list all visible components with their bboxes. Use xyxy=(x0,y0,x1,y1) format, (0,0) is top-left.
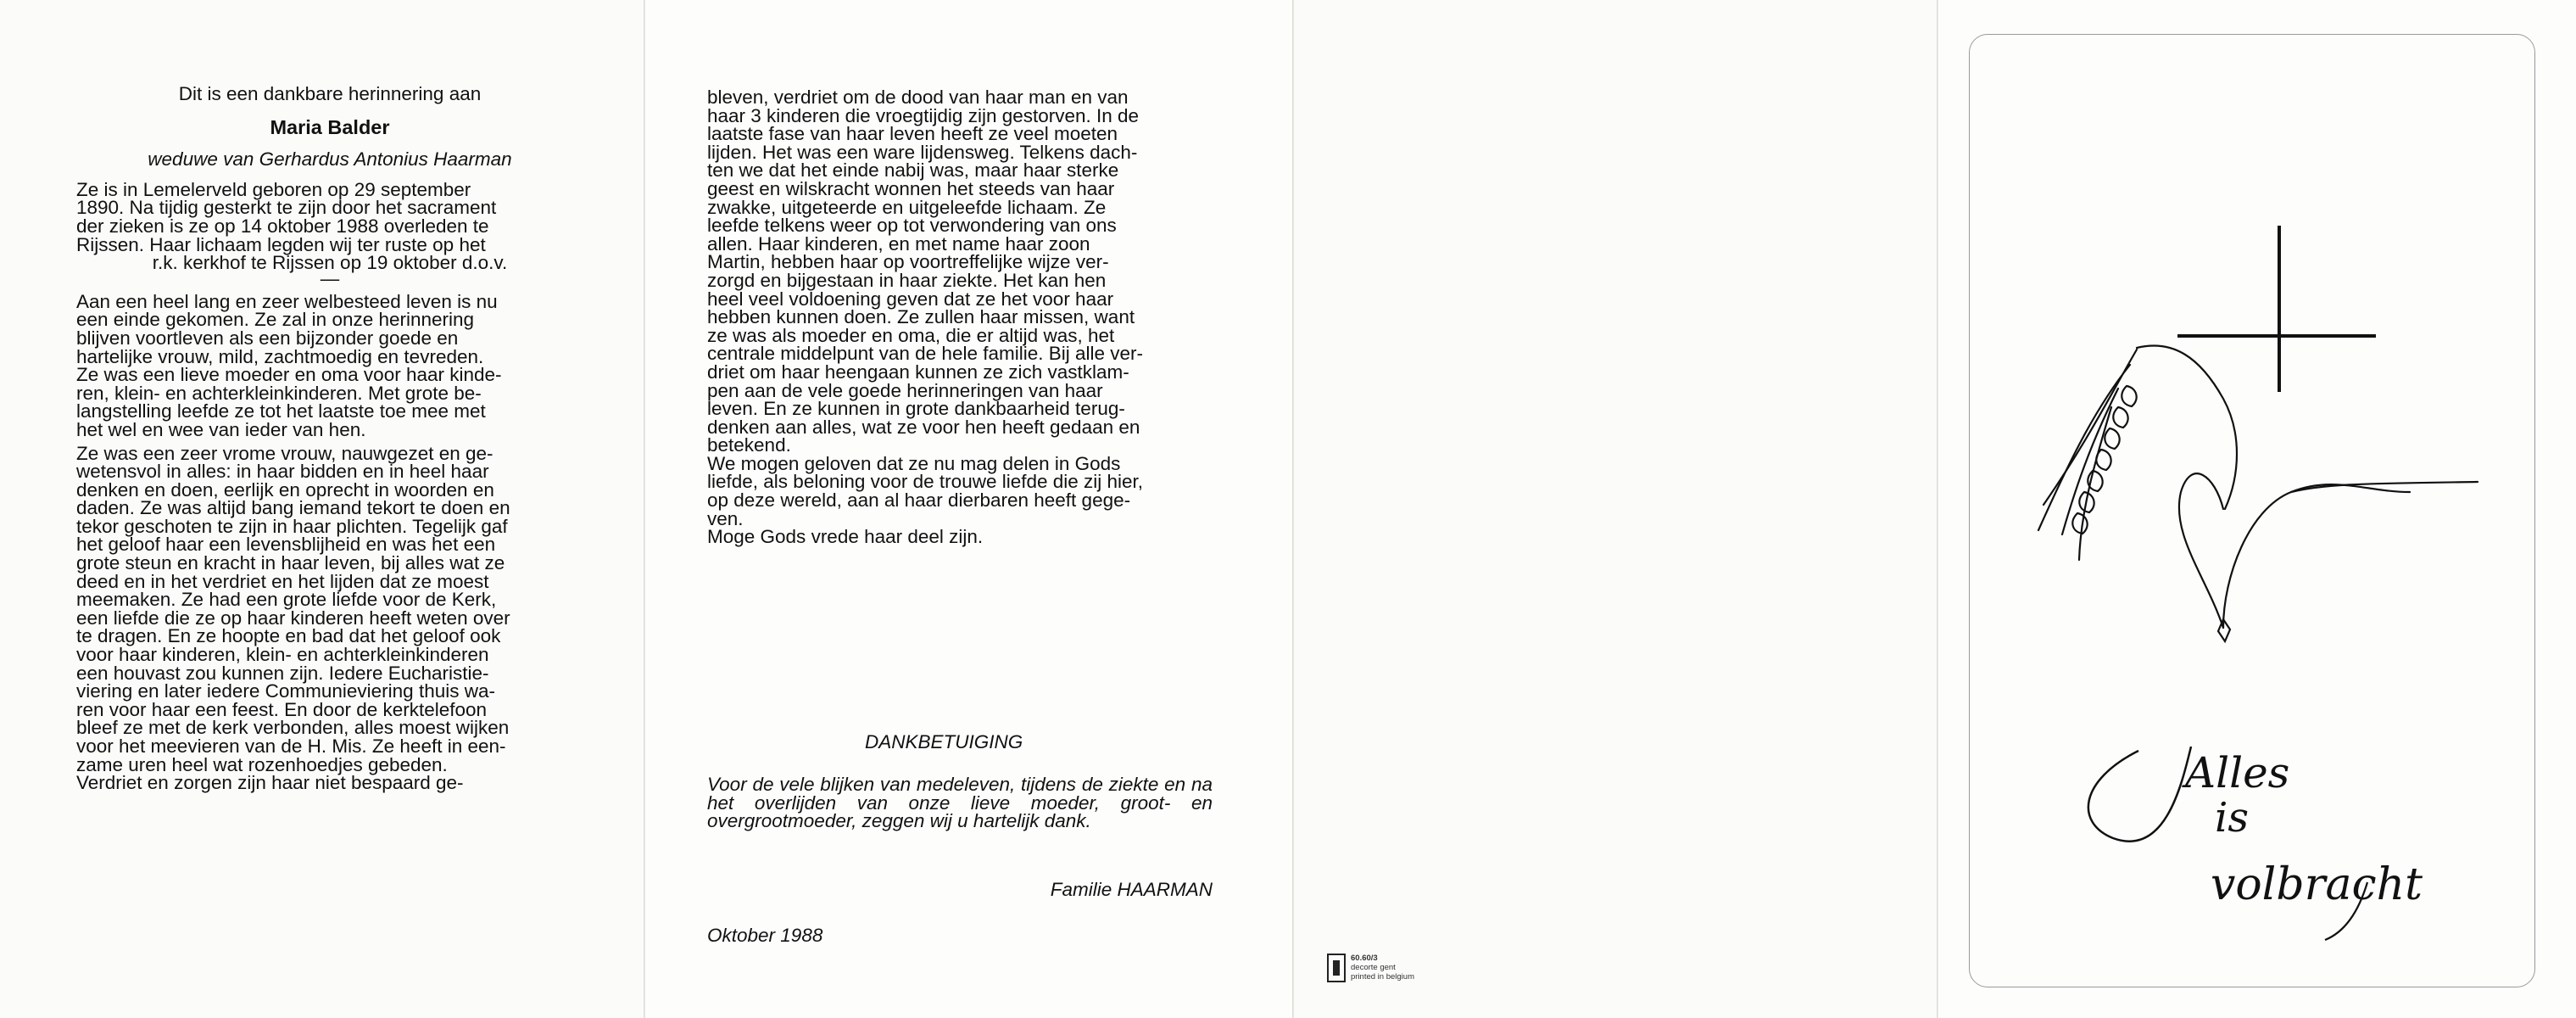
text-line: hartelijke vrouw, mild, zachtmoedig en tevreden. xyxy=(76,345,484,367)
text-line: r.k. kerkhof te Rijssen op 19 oktober d.o.v. xyxy=(152,252,508,274)
text-line: driet om haar heengaan kunnen ze zich vastklam- xyxy=(707,361,1129,383)
text-line: 1890. Na tijdig gesterkt te zijn door het sacrament xyxy=(76,197,497,219)
text-line: ten we dat het einde nabij was, maar haar sterke xyxy=(707,159,1119,182)
cover-artwork xyxy=(1969,34,2534,986)
text-line: heel veel voldoening geven dat ze het voor haar xyxy=(707,288,1114,310)
text-line: een houvast zou kunnen zijn. Iedere Eucharistie- xyxy=(76,662,489,684)
printer-country: printed in belgium xyxy=(1351,972,1414,982)
printer-code: 60.60/3 xyxy=(1351,954,1378,963)
text-line: bleef ze met de kerk verbonden, alles moest wijken xyxy=(76,717,510,739)
text-line: allen. Haar kinderen, en met name haar zoon xyxy=(707,232,1090,255)
text-line: een liefde die ze op haar kinderen heeft weten over xyxy=(76,607,510,629)
text-line: hebben kunnen doen. Ze zullen haar missen, want xyxy=(707,306,1135,328)
text-line: blijven voortleven als een bijzonder goede en xyxy=(76,327,459,349)
life-paragraph xyxy=(76,290,583,440)
birth-death-paragraph xyxy=(76,178,583,289)
printer-info xyxy=(1351,954,1414,982)
thanks-text: Voor de vele blijken van medeleven, tijdens de ziekte en na het overlijden van onze lieve moeder, groot- en overgrootmoeder, zeggen wij u hartelijk dank. xyxy=(707,774,1213,832)
suffering-paragraph xyxy=(707,88,1213,455)
printer-name: decorte gent xyxy=(1351,963,1396,972)
text-line: geest en wilskracht wonnen het steeds van haar xyxy=(707,177,1115,199)
wheat-ears-icon xyxy=(2038,346,2478,642)
text-line: denken aan alles, wat ze voor hen heeft gedaan en xyxy=(707,416,1140,438)
printer-logo-icon xyxy=(1327,954,1346,982)
text-line: een einde gekomen. Ze zal in onze herinnering xyxy=(76,309,475,331)
text-line: op deze wereld, aan al haar dierbaren heeft gege- xyxy=(707,489,1131,512)
text-line: We mogen geloven dat ze nu mag delen in Gods xyxy=(707,452,1121,474)
text-line: pen aan de vele goede herinneringen van haar xyxy=(707,379,1103,401)
fold-line xyxy=(1937,0,1938,1018)
text-line: zwakke, uitgeteerde en uitgeleefde lichaam. Ze xyxy=(707,196,1107,218)
text-line: haar 3 kinderen die vroegtijdig zijn gestorven. In de xyxy=(707,104,1140,126)
faith-paragraph xyxy=(76,442,583,794)
text-line: laatste fase van haar leven heeft ze veel moeten xyxy=(707,123,1118,145)
text-line: Martin, hebben haar op voortreffelijke wijze ver- xyxy=(707,251,1109,273)
text-line: voor het meevieren van de H. Mis. Ze heeft in een- xyxy=(76,736,506,757)
text-line: daden. Ze was altijd bang iemand tekort te doen en xyxy=(76,497,510,519)
text-line: denken en doen, eerlijk en oprecht in woorden en xyxy=(76,478,494,501)
family-signature: Familie HAARMAN xyxy=(1050,879,1213,900)
card-date: Oktober 1988 xyxy=(707,925,823,946)
flourish-icon xyxy=(2088,747,2191,842)
closing-line: Moge Gods vrede haar deel zijn. xyxy=(707,526,984,548)
intro-text: Dit is een dankbare herinnering aan xyxy=(178,83,482,104)
text-line: der zieken is ze op 14 oktober 1988 overleden te xyxy=(76,215,489,237)
text-line: Rijssen. Haar lichaam legden wij ter ruste op het xyxy=(76,233,486,255)
thanks-heading: DANKBETUIGING xyxy=(865,731,1023,752)
text-line: ren voor haar een feest. En door de kerktelefoon xyxy=(76,698,488,720)
text-line: leefde telkens weer op tot verwondering van ons xyxy=(707,215,1117,237)
deceased-name: Maria Balder xyxy=(270,115,390,138)
text-line: Aan een heel lang en zeer welbesteed leven is nu xyxy=(76,290,498,312)
text-line: voor haar kinderen, klein- en achterkleinkinderen xyxy=(76,644,489,666)
text-line: het geloof haar een levensblijheid en was het een xyxy=(76,534,496,556)
text-line: centrale middelpunt van de hele familie. Bij alle ver- xyxy=(707,343,1144,365)
cover-title-line-2: is xyxy=(2215,794,2249,842)
text-line: grote steun en kracht in haar leven, bij alles wat ze xyxy=(76,552,505,574)
text-line: tekor geschoten te zijn in haar plichten. Tegelijk gaf xyxy=(76,515,508,537)
text-line: meemaken. Ze had een grote liefde voor de Kerk, xyxy=(76,589,497,611)
text-line: langstelling leefde ze tot het laatste toe mee met xyxy=(76,400,486,422)
text-line: ven. xyxy=(707,507,744,529)
text-line: deed en in het verdriet en het lijden dat ze moest xyxy=(76,570,489,592)
text-line: Ze is in Lemelerveld geboren op 29 september xyxy=(76,178,471,200)
text-line: Verdriet en zorgen zijn haar niet bespaard ge- xyxy=(76,772,464,794)
text-line: te dragen. En ze hoopte en bad dat het geloof ook xyxy=(76,625,501,647)
text-line: wetensvol in alles: in haar bidden en in heel haar xyxy=(76,461,489,483)
right-text-column xyxy=(707,88,1213,546)
text-line: liefde, als beloning voor de trouwe liefde die zij hier, xyxy=(707,471,1144,493)
text-line: zorgd en bijgestaan in haar ziekte. Het kan hen xyxy=(707,269,1107,291)
cover-title-line-3: volbracht xyxy=(2211,859,2423,910)
text-line: leven. En ze kunnen in grote dankbaarheid terug- xyxy=(707,398,1125,420)
printer-mark xyxy=(1327,954,1414,982)
text-line: Ze was een zeer vrome vrouw, nauwgezet en ge- xyxy=(76,442,493,464)
text-line: ren, klein- en achterkleinkinderen. Met grote be- xyxy=(76,382,482,404)
cover-title-line-1: Alles xyxy=(2185,748,2290,797)
section-dash: — xyxy=(320,267,340,289)
text-line: zame uren heel wat rozenhoedjes gebeden. xyxy=(76,753,448,775)
left-text-column xyxy=(76,85,583,792)
fold-line xyxy=(644,0,645,1018)
back-cover xyxy=(1293,0,1938,1018)
cross-icon xyxy=(2177,226,2376,392)
text-line: betekend. xyxy=(707,434,791,456)
fold-line xyxy=(1292,0,1294,1018)
text-line: het wel en wee van ieder van hen. xyxy=(76,418,366,440)
text-line: ze was als moeder en oma, die er altijd was, het xyxy=(707,324,1115,346)
gods-love-paragraph xyxy=(707,452,1213,529)
text-line: viering en later iedere Communieviering thuis wa- xyxy=(76,680,495,702)
text-line: lijden. Het was een ware lijdensweg. Telkens dach- xyxy=(707,141,1138,163)
widow-subtitle: weduwe van Gerhardus Antonius Haarman xyxy=(148,148,512,171)
text-line: bleven, verdriet om de dood van haar man en van xyxy=(707,87,1129,108)
text-line: Ze was een lieve moeder en oma voor haar kinde- xyxy=(76,364,502,386)
